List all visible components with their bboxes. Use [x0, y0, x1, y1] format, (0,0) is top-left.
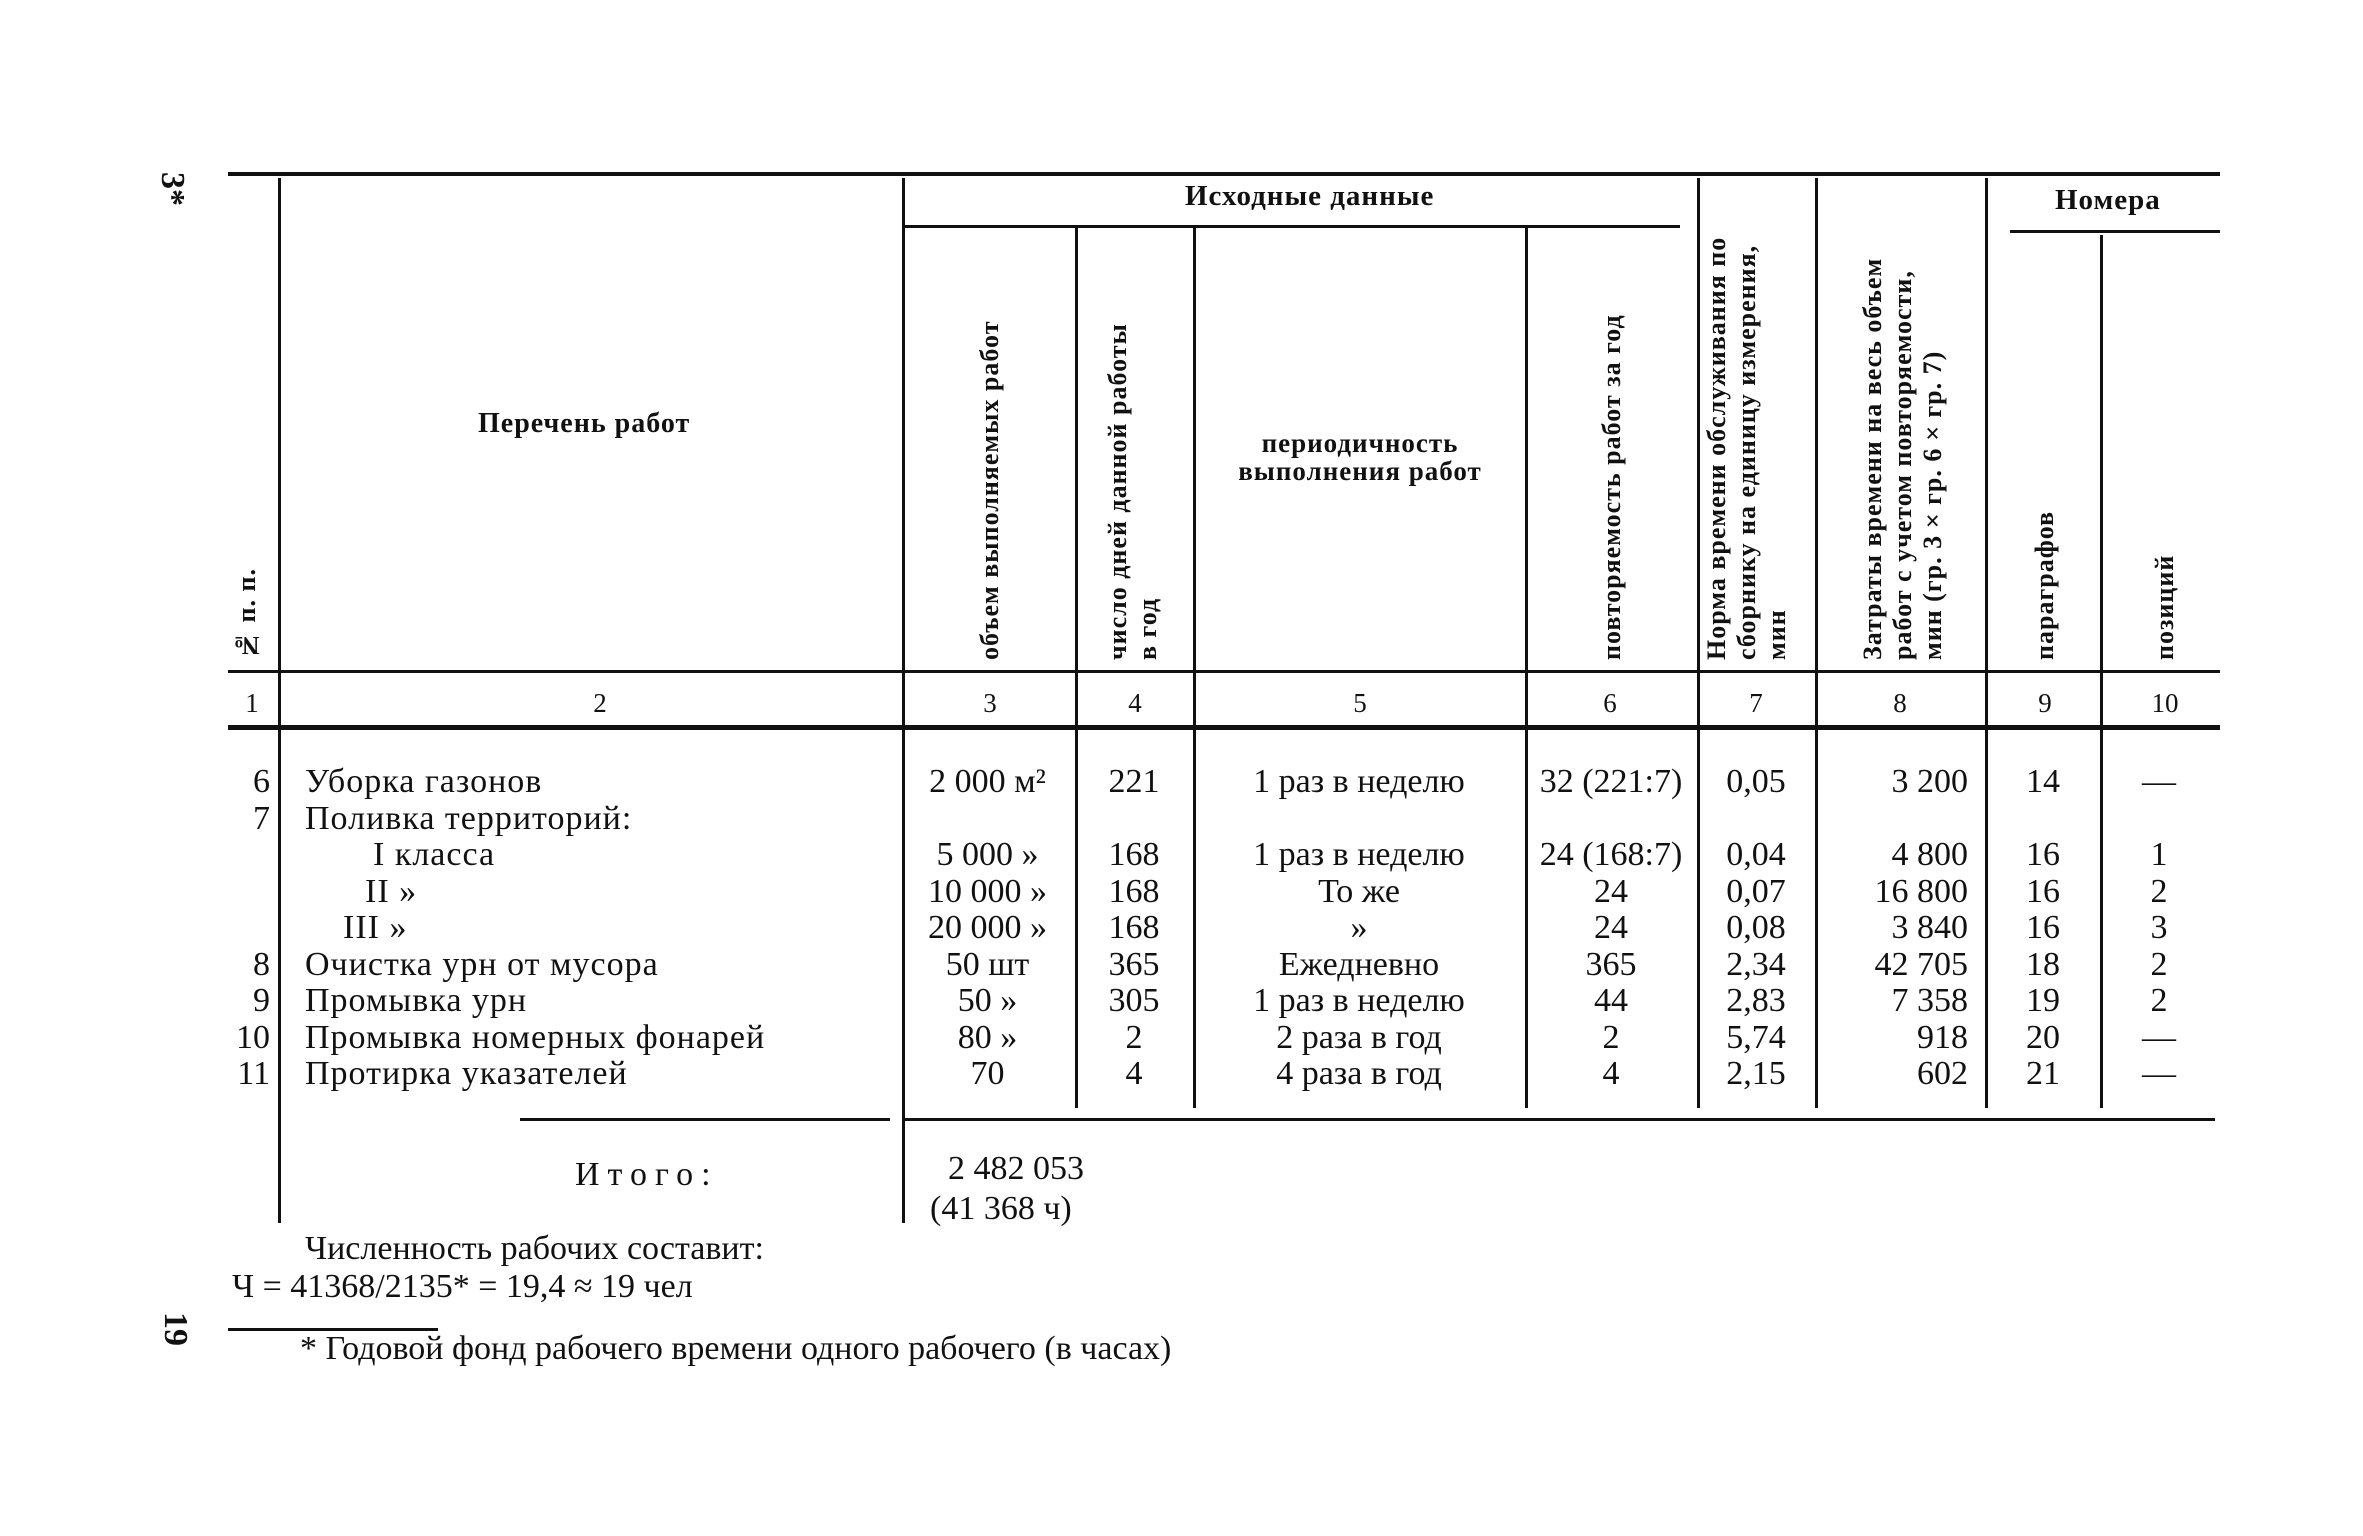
header-col5-line1: периодичность — [1261, 428, 1459, 458]
header-col4-line1: число дней данной работы — [1103, 323, 1132, 660]
colnum-8: 8 — [1893, 688, 1907, 718]
rows-bottom-rule-left — [520, 1118, 890, 1121]
row-period: 2 раза в год — [1276, 1018, 1442, 1056]
header-group-source: Исходные данные — [1185, 180, 1435, 212]
colnum-10: 10 — [2151, 688, 2179, 718]
row-volume: 20 000 » — [928, 909, 1047, 946]
colnum-1: 1 — [245, 688, 259, 718]
row-cost: 7 358 — [1891, 982, 1968, 1019]
row-work-name: Протирка указателей — [305, 1055, 628, 1092]
row-volume: 50 » — [957, 982, 1018, 1019]
row-days: 2 — [1125, 1018, 1143, 1056]
row-number: 11 — [237, 1055, 270, 1092]
header-col5-line2: выполнения работ — [1238, 456, 1482, 486]
row-period: То же — [1318, 872, 1400, 910]
row-work-name: Поливка территорий: — [305, 799, 633, 837]
row-cost: 3 200 — [1891, 763, 1968, 800]
row-number: 8 — [253, 945, 270, 983]
row-repeat: 4 — [1602, 1055, 1620, 1092]
numbers-group-rule — [2010, 230, 2220, 233]
rows-bottom-rule-right — [905, 1118, 2215, 1121]
row-period: Ежедневно — [1278, 945, 1440, 983]
row-volume: 2 000 м² — [929, 763, 1046, 800]
row-repeat: 32 (221:7) — [1539, 763, 1683, 800]
page-number: 19 — [157, 1312, 194, 1346]
total-hours: (41 368 ч) — [930, 1190, 1072, 1227]
row-paragraph: 21 — [2026, 1055, 2060, 1092]
row-work-name: Промывка урн — [305, 982, 528, 1019]
row-volume: 5 000 » — [936, 836, 1039, 873]
header-col7-line3: мин — [1762, 609, 1791, 660]
row-position: — — [2142, 763, 2176, 800]
row-paragraph: 16 — [2026, 909, 2060, 946]
row-norm: 5,74 — [1726, 1018, 1786, 1056]
row-days: 365 — [1108, 945, 1160, 983]
row-position: 2 — [2150, 872, 2168, 910]
row-work-name: III » — [343, 909, 408, 946]
col-divider-1 — [278, 178, 281, 1223]
summary-line1: Численность рабочих составит: — [305, 1230, 764, 1267]
colnum-5: 5 — [1353, 688, 1367, 718]
row-volume: 80 » — [957, 1018, 1018, 1056]
total-label: Итого: — [575, 1156, 719, 1193]
row-paragraph: 16 — [2026, 872, 2060, 910]
row-position: 3 — [2150, 909, 2168, 946]
row-cost: 918 — [1917, 1018, 1968, 1056]
row-cost: 3 840 — [1891, 909, 1968, 946]
row-period: 4 раза в год — [1276, 1055, 1442, 1092]
row-norm: 0,07 — [1726, 872, 1786, 910]
header-col3: объем выполняемых работ — [975, 320, 1004, 660]
row-repeat: 365 — [1585, 945, 1637, 983]
header-col8-line1: Затраты времени на весь объем — [1858, 257, 1887, 660]
row-paragraph: 16 — [2026, 836, 2060, 873]
row-cost: 4 800 — [1891, 836, 1968, 873]
header-col7-line2: сборнику на единицу измерения, — [1732, 244, 1761, 660]
row-volume: 10 000 » — [928, 872, 1047, 910]
header-col9: параграфов — [2030, 510, 2059, 660]
row-number: 7 — [253, 799, 270, 837]
row-number: 6 — [253, 763, 270, 800]
row-period: » — [1350, 909, 1368, 946]
row-repeat: 24 (168:7) — [1539, 836, 1683, 873]
row-norm: 2,15 — [1726, 1055, 1786, 1092]
row-work-name: Очистка урн от мусора — [305, 945, 659, 983]
colnum-4: 4 — [1128, 688, 1142, 718]
row-repeat: 24 — [1594, 909, 1628, 946]
footnote: * Годовой фонд рабочего времени одного рабочего (в часах) — [300, 1330, 1172, 1367]
source-group-rule — [905, 225, 1680, 228]
row-days: 221 — [1108, 763, 1160, 800]
row-period: 1 раз в неделю — [1253, 836, 1465, 873]
colnum-9: 9 — [2038, 688, 2052, 718]
row-work-name: Уборка газонов — [305, 763, 543, 800]
row-paragraph: 19 — [2026, 982, 2060, 1019]
header-col10: позиций — [2150, 554, 2179, 660]
colnum-2: 2 — [593, 688, 607, 718]
row-days: 168 — [1108, 872, 1160, 910]
row-number: 10 — [236, 1018, 270, 1056]
row-norm: 0,08 — [1726, 909, 1786, 946]
row-work-name: II » — [365, 872, 418, 910]
row-work-name: Промывка номерных фонарей — [305, 1018, 766, 1056]
colnum-3: 3 — [983, 688, 997, 718]
row-norm: 2,34 — [1726, 945, 1786, 983]
row-position: 2 — [2150, 945, 2168, 983]
row-period: 1 раз в неделю — [1253, 982, 1465, 1019]
row-cost: 602 — [1917, 1055, 1968, 1092]
row-volume: 50 шт — [945, 945, 1030, 983]
colnum-bottom-rule — [228, 725, 2220, 730]
header-col8-line2: работ с учетом повторяемости, — [1888, 270, 1917, 660]
header-bottom-rule — [228, 670, 2220, 673]
row-work-name: I класса — [373, 836, 496, 873]
row-position: — — [2142, 1055, 2176, 1092]
page-mark-top: 3* — [154, 172, 191, 206]
colnum-7: 7 — [1749, 688, 1763, 718]
row-position: 2 — [2150, 982, 2168, 1019]
row-norm: 0,04 — [1726, 836, 1786, 873]
row-cost: 16 800 — [1874, 872, 1968, 910]
summary-line2: Ч = 41368/2135* = 19,4 ≈ 19 чел — [232, 1268, 693, 1305]
header-col8-line3: мин (гр. 3×гр. 6×гр. 7) — [1918, 350, 1947, 660]
header-col1: № п. п. — [232, 568, 261, 660]
row-paragraph: 20 — [2026, 1018, 2060, 1056]
row-number: 9 — [253, 982, 270, 1019]
row-cost: 42 705 — [1874, 945, 1968, 983]
row-days: 305 — [1108, 982, 1160, 1019]
row-days: 4 — [1125, 1055, 1143, 1092]
row-paragraph: 14 — [2026, 763, 2060, 800]
header-col2: Перечень работ — [478, 408, 691, 439]
row-volume: 70 — [970, 1055, 1005, 1092]
row-days: 168 — [1108, 909, 1160, 946]
header-col4-line2: в год — [1133, 597, 1162, 660]
row-norm: 2,83 — [1726, 982, 1786, 1019]
row-period: 1 раз в неделю — [1253, 763, 1465, 800]
row-paragraph: 18 — [2026, 945, 2060, 983]
table-top-rule — [228, 172, 2220, 176]
row-position: 1 — [2150, 836, 2168, 873]
row-position: — — [2142, 1018, 2176, 1056]
header-col6: повторяемость работ за год — [1597, 314, 1626, 660]
header-col7-line1: Норма времени обслуживания по — [1702, 236, 1731, 660]
row-repeat: 44 — [1594, 982, 1628, 1019]
colnum-6: 6 — [1603, 688, 1617, 718]
header-group-numbers: Номера — [2055, 184, 2161, 216]
row-norm: 0,05 — [1726, 763, 1786, 800]
row-days: 168 — [1108, 836, 1160, 873]
row-repeat: 2 — [1602, 1018, 1620, 1056]
total-value: 2 482 053 — [948, 1150, 1084, 1187]
row-repeat: 24 — [1594, 872, 1628, 910]
